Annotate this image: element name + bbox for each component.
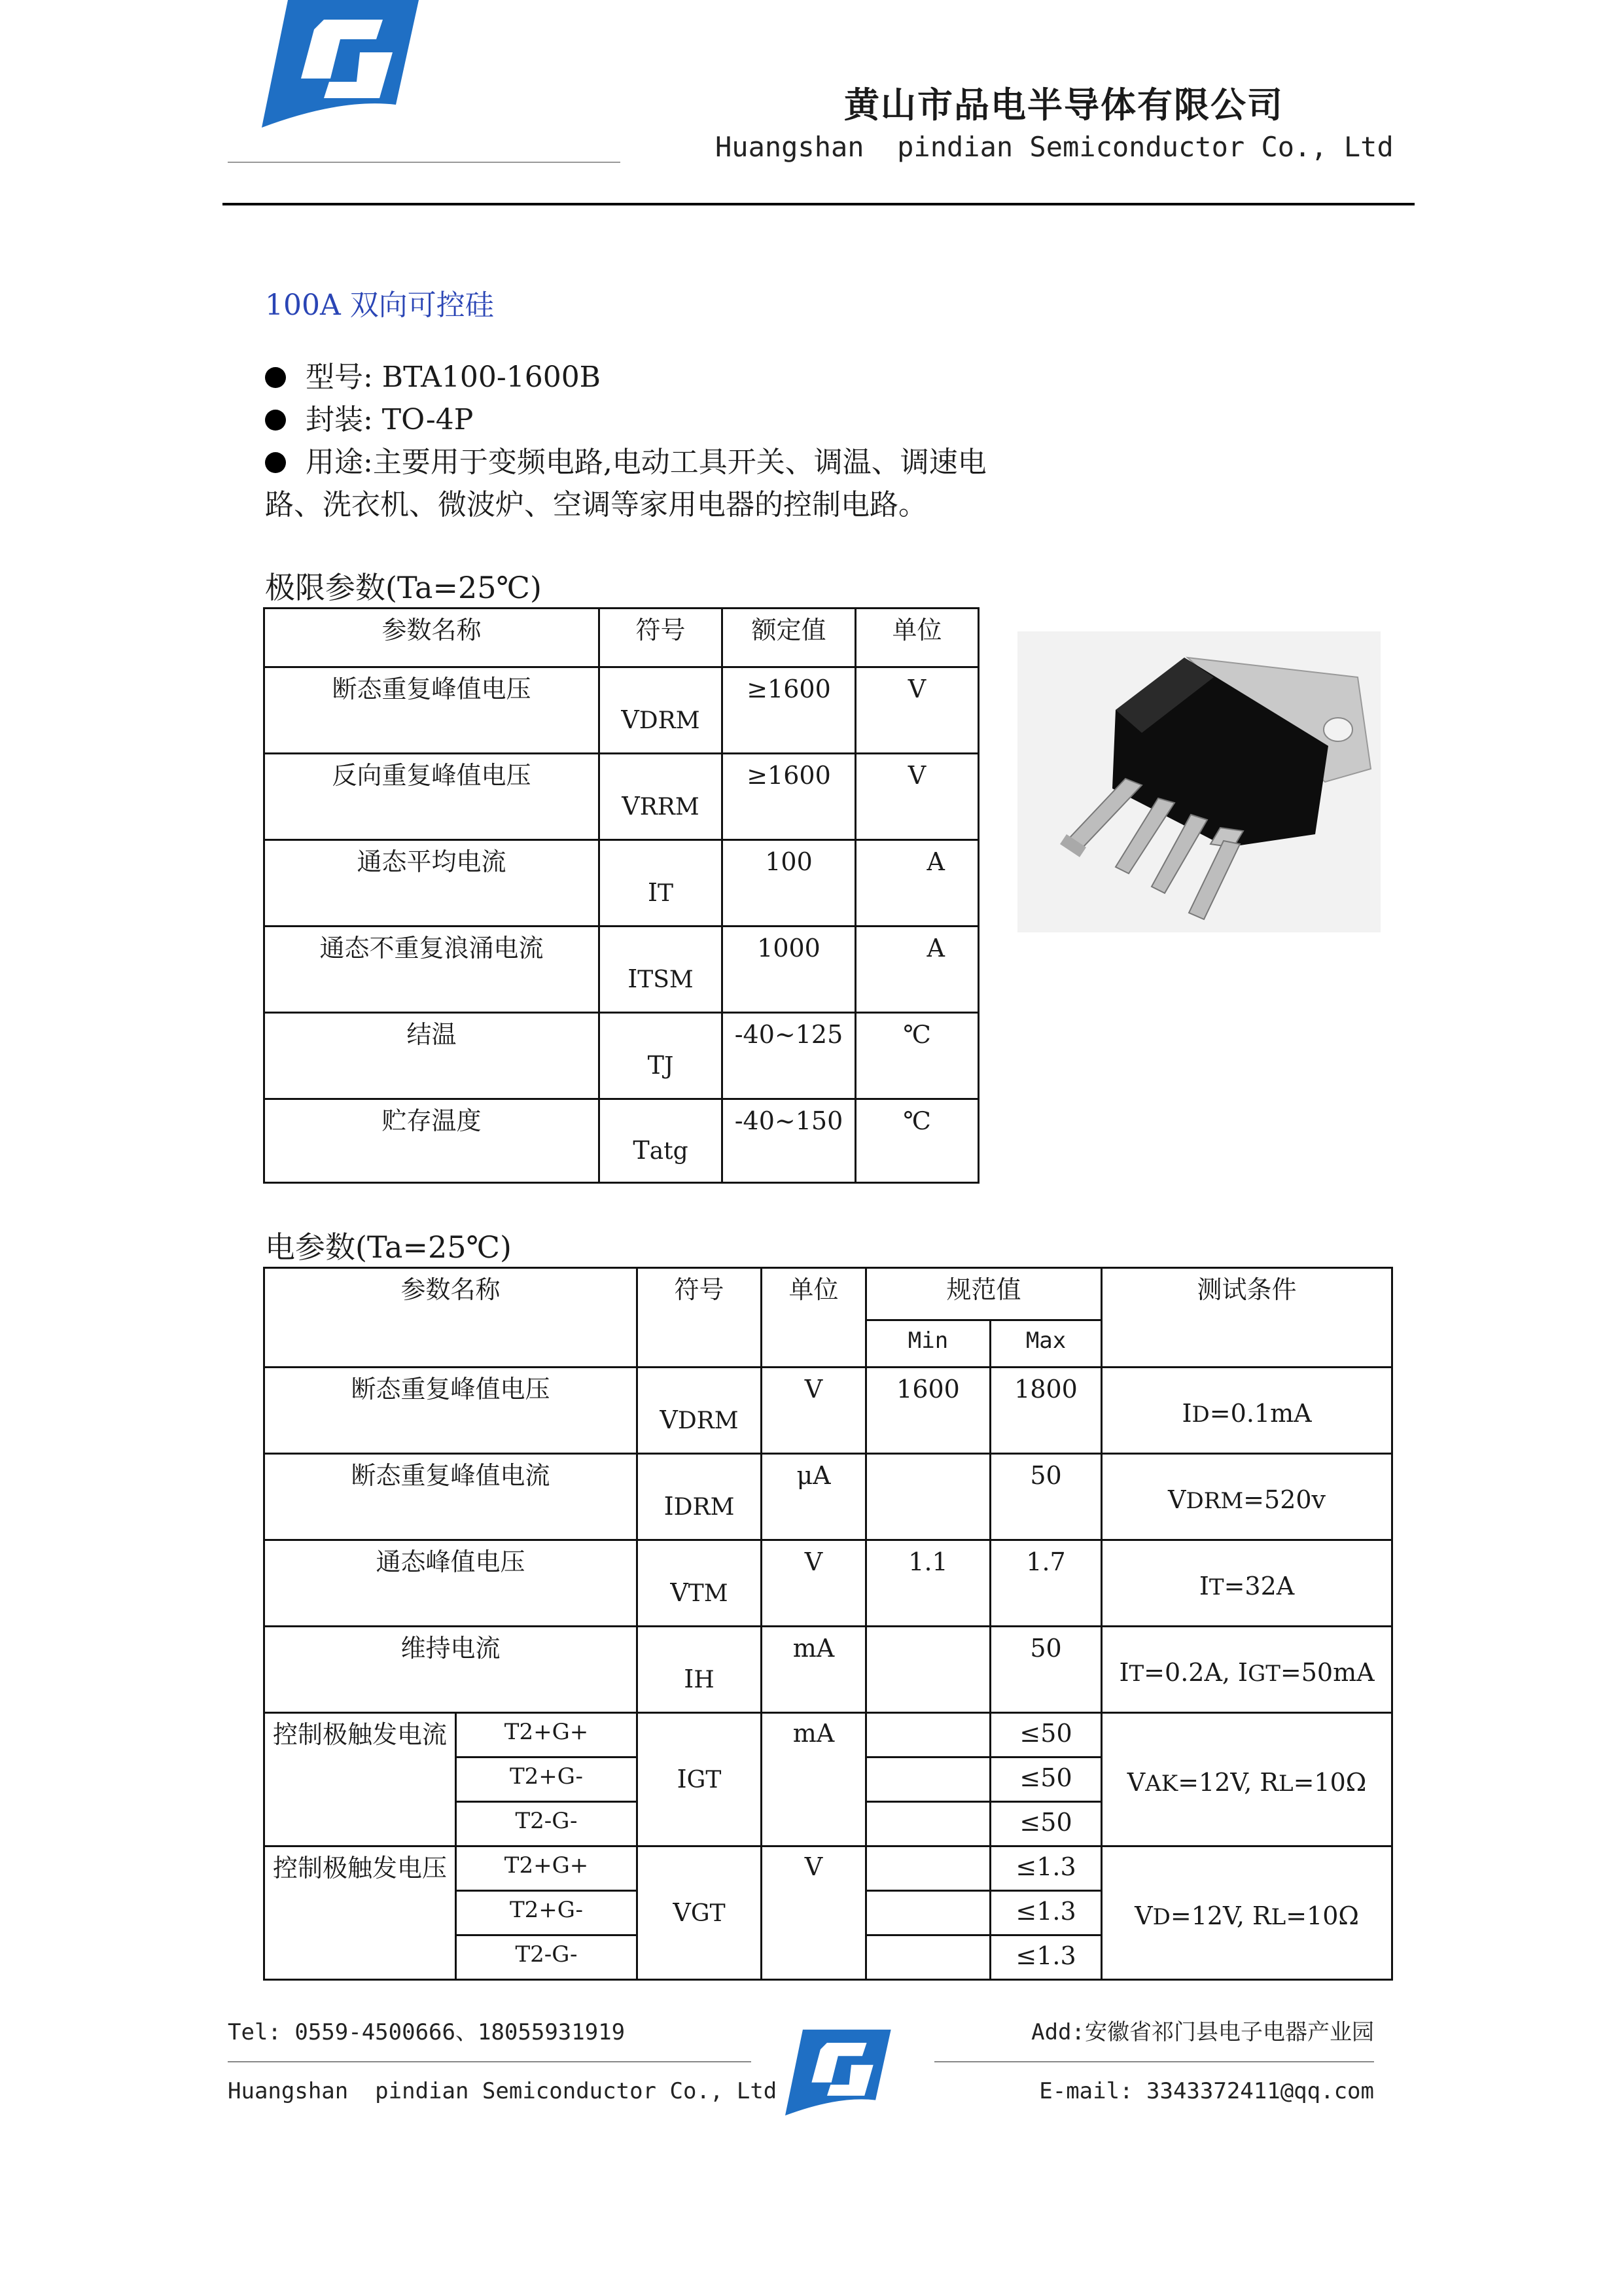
param-name: 反向重复峰值电压 bbox=[264, 754, 599, 840]
limits-header-symbol: 符号 bbox=[599, 609, 722, 667]
param-value: -40~150 bbox=[722, 1099, 856, 1183]
param-unit: ℃ bbox=[856, 1013, 979, 1099]
table-row bbox=[264, 1713, 1392, 1757]
company-name-cn: 黄山市品电半导体有限公司 bbox=[844, 84, 1284, 126]
param-symbol: VRRM bbox=[599, 754, 722, 840]
igt-name: 控制极触发电流 bbox=[264, 1713, 456, 1846]
elec-param-max: 50 bbox=[991, 1627, 1102, 1713]
table-row bbox=[264, 1627, 1392, 1713]
table-row bbox=[264, 1099, 979, 1183]
param-name: 通态平均电流 bbox=[264, 840, 599, 927]
param-symbol: ITSM bbox=[599, 927, 722, 1013]
vgt-min bbox=[866, 1935, 991, 1980]
vgt-condition: VD=12V, RL=10Ω bbox=[1102, 1846, 1392, 1980]
company-logo bbox=[262, 0, 422, 128]
usage-line-2: 路、洗衣机、微波炉、空调等家用电器的控制电路。 bbox=[265, 488, 927, 521]
elec-param-condition: IT=32A bbox=[1102, 1540, 1392, 1627]
param-name: 贮存温度 bbox=[264, 1099, 599, 1183]
elec-param-min: 1.1 bbox=[866, 1540, 991, 1627]
igt-mode: T2+G+ bbox=[456, 1713, 637, 1757]
elec-param-unit: μA bbox=[762, 1454, 866, 1540]
igt-min bbox=[866, 1757, 991, 1802]
vgt-mode: T2+G- bbox=[456, 1891, 637, 1935]
company-name-en: Huangshan pindian Semiconductor Co., Ltd bbox=[715, 131, 1394, 163]
limits-header-name: 参数名称 bbox=[264, 609, 599, 667]
elec-param-unit: V bbox=[762, 1368, 866, 1454]
param-symbol: Tatg bbox=[599, 1099, 722, 1183]
elec-header-name: 参数名称 bbox=[264, 1268, 637, 1368]
elec-param-name: 断态重复峰值电流 bbox=[264, 1454, 637, 1540]
model-line bbox=[265, 353, 601, 395]
header-rule bbox=[222, 203, 1415, 205]
param-value: ≥1600 bbox=[722, 754, 856, 840]
vgt-max: ≤1.3 bbox=[991, 1935, 1102, 1980]
footer-logo bbox=[785, 2028, 893, 2117]
footer-right-rule bbox=[934, 2061, 1374, 2062]
bullet-icon bbox=[265, 452, 286, 473]
header-left-rule bbox=[228, 162, 620, 163]
elec-header-symbol: 符号 bbox=[637, 1268, 762, 1368]
limits-title: 极限参数(Ta=25℃) bbox=[265, 570, 542, 605]
param-unit: A bbox=[856, 927, 979, 1013]
elec-param-min bbox=[866, 1454, 991, 1540]
electrical-title: 电参数(Ta=25℃) bbox=[265, 1229, 512, 1265]
electrical-table bbox=[263, 1267, 1393, 1981]
elec-param-name: 断态重复峰值电压 bbox=[264, 1368, 637, 1454]
vgt-mode: T2+G+ bbox=[456, 1846, 637, 1891]
limits-table bbox=[263, 607, 980, 1184]
elec-param-condition: ID=0.1mA bbox=[1102, 1368, 1392, 1454]
document-title: 100A 双向可控硅 bbox=[265, 289, 494, 322]
footer-email: E-mail: 3343372411@qq.com bbox=[1039, 2078, 1374, 2104]
bullet-icon bbox=[265, 410, 286, 431]
footer-left-rule bbox=[228, 2061, 751, 2062]
footer-tel: Tel: 0559-4500666、18055931919 bbox=[228, 2019, 626, 2045]
table-row bbox=[264, 840, 979, 927]
elec-param-condition: VDRM=520v bbox=[1102, 1454, 1392, 1540]
param-name: 断态重复峰值电压 bbox=[264, 667, 599, 754]
igt-max: ≤50 bbox=[991, 1802, 1102, 1846]
table-row bbox=[264, 1368, 1392, 1454]
table-row bbox=[264, 1013, 979, 1099]
elec-param-unit: mA bbox=[762, 1627, 866, 1713]
elec-param-symbol: VDRM bbox=[637, 1368, 762, 1454]
vgt-name: 控制极触发电压 bbox=[264, 1846, 456, 1980]
product-photo bbox=[1017, 631, 1381, 932]
param-unit: A bbox=[856, 840, 979, 927]
elec-param-min: 1600 bbox=[866, 1368, 991, 1454]
package-text: 封装: TO-4P bbox=[306, 403, 474, 436]
table-row bbox=[264, 1846, 1392, 1891]
elec-param-max: 50 bbox=[991, 1454, 1102, 1540]
elec-header-condition: 测试条件 bbox=[1102, 1268, 1392, 1368]
vgt-unit: V bbox=[762, 1846, 866, 1980]
elec-header-unit: 单位 bbox=[762, 1268, 866, 1368]
param-value: 1000 bbox=[722, 927, 856, 1013]
elec-param-min bbox=[866, 1627, 991, 1713]
elec-param-symbol: IH bbox=[637, 1627, 762, 1713]
model-text: 型号: BTA100-1600B bbox=[306, 361, 601, 394]
elec-param-name: 维持电流 bbox=[264, 1627, 637, 1713]
igt-symbol: IGT bbox=[637, 1713, 762, 1846]
igt-max: ≤50 bbox=[991, 1757, 1102, 1802]
limits-header-value: 额定值 bbox=[722, 609, 856, 667]
vgt-max: ≤1.3 bbox=[991, 1891, 1102, 1935]
table-row bbox=[264, 754, 979, 840]
elec-param-unit: V bbox=[762, 1540, 866, 1627]
param-unit: V bbox=[856, 754, 979, 840]
param-value: 100 bbox=[722, 840, 856, 927]
vgt-min bbox=[866, 1891, 991, 1935]
usage-text-1: 用途:主要用于变频电路,电动工具开关、调温、调速电 bbox=[306, 446, 987, 479]
usage-line bbox=[265, 438, 987, 480]
param-unit: V bbox=[856, 667, 979, 754]
igt-mode: T2-G- bbox=[456, 1802, 637, 1846]
igt-unit: mA bbox=[762, 1713, 866, 1846]
param-symbol: VDRM bbox=[599, 667, 722, 754]
igt-min bbox=[866, 1802, 991, 1846]
elec-header-spec: 规范值 bbox=[866, 1268, 1102, 1320]
param-name: 通态不重复浪涌电流 bbox=[264, 927, 599, 1013]
elec-param-max: 1.7 bbox=[991, 1540, 1102, 1627]
param-symbol: TJ bbox=[599, 1013, 722, 1099]
elec-param-max: 1800 bbox=[991, 1368, 1102, 1454]
package-line bbox=[265, 396, 473, 438]
table-row bbox=[264, 1454, 1392, 1540]
bullet-icon bbox=[265, 367, 286, 388]
igt-condition: VAK=12V, RL=10Ω bbox=[1102, 1713, 1392, 1846]
elec-param-symbol: VTM bbox=[637, 1540, 762, 1627]
vgt-symbol: VGT bbox=[637, 1846, 762, 1980]
elec-param-name: 通态峰值电压 bbox=[264, 1540, 637, 1627]
param-symbol: IT bbox=[599, 840, 722, 927]
vgt-max: ≤1.3 bbox=[991, 1846, 1102, 1891]
footer-address: Add:安徽省祁门县电子电器产业园 bbox=[1031, 2019, 1374, 2045]
param-value: -40~125 bbox=[722, 1013, 856, 1099]
igt-mode: T2+G- bbox=[456, 1757, 637, 1802]
elec-header-max: Max bbox=[991, 1320, 1102, 1368]
table-row bbox=[264, 927, 979, 1013]
elec-param-symbol: IDRM bbox=[637, 1454, 762, 1540]
param-name: 结温 bbox=[264, 1013, 599, 1099]
limits-header-unit: 单位 bbox=[856, 609, 979, 667]
elec-header-min: Min bbox=[866, 1320, 991, 1368]
igt-min bbox=[866, 1713, 991, 1757]
footer-company: Huangshan pindian Semiconductor Co., Ltd bbox=[228, 2078, 777, 2104]
vgt-min bbox=[866, 1846, 991, 1891]
param-unit: ℃ bbox=[856, 1099, 979, 1183]
elec-param-condition: IT=0.2A, IGT=50mA bbox=[1102, 1627, 1392, 1713]
table-row bbox=[264, 667, 979, 754]
vgt-mode: T2-G- bbox=[456, 1935, 637, 1980]
table-row bbox=[264, 1540, 1392, 1627]
igt-max: ≤50 bbox=[991, 1713, 1102, 1757]
param-value: ≥1600 bbox=[722, 667, 856, 754]
